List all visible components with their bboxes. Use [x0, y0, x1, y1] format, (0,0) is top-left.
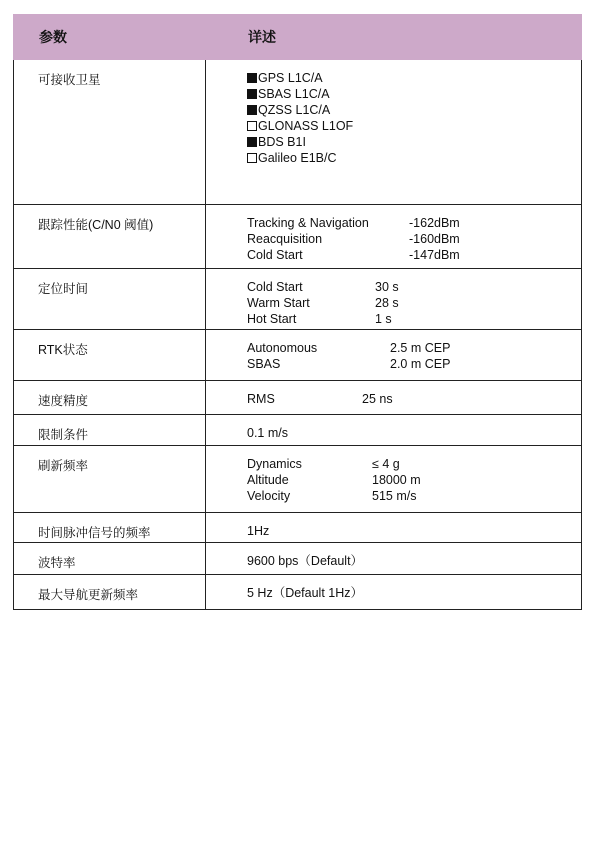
detail-label: Tracking & Navigation: [247, 216, 369, 230]
param-cell: 波特率: [14, 543, 206, 575]
header-param: 参数: [14, 15, 206, 60]
detail-line: [247, 295, 581, 311]
table-row: [14, 513, 582, 543]
detail-line: [247, 356, 581, 372]
constellation-item: [247, 118, 581, 134]
detail-value: 2.5 m CEP: [390, 341, 451, 355]
constellation-item: [247, 70, 581, 86]
constellation-item: [247, 134, 581, 150]
param-cell: RTK状态: [14, 330, 206, 381]
detail-value: 30 s: [375, 280, 399, 294]
constellation-item: [247, 86, 581, 102]
detail-line: [247, 425, 581, 441]
detail-value: -162dBm: [409, 216, 460, 230]
detail-label: Autonomous: [247, 341, 318, 355]
detail-value: ≤ 4 g: [372, 457, 400, 471]
checked-square-icon: [247, 89, 257, 99]
param-cell: 最大导航更新频率: [14, 575, 206, 610]
detail-line: [247, 247, 581, 263]
detail-label: Hot Start: [247, 312, 297, 326]
unchecked-square-icon: [247, 153, 257, 163]
spec-table: [13, 14, 582, 610]
detail-line: [247, 472, 581, 488]
detail-line: [247, 456, 581, 472]
detail-cell: [206, 513, 582, 543]
param-cell: 可接收卫星: [14, 60, 206, 205]
detail-value: 2.0 m CEP: [390, 357, 451, 371]
detail-value: 25 ns: [362, 392, 393, 406]
detail-line: [247, 231, 581, 247]
table-row: [14, 60, 582, 205]
detail-label: 5 Hz（Default 1Hz）: [247, 586, 364, 600]
detail-label: Cold Start: [247, 280, 303, 294]
table-row: [14, 543, 582, 575]
detail-cell: [206, 330, 582, 381]
checked-square-icon: [247, 105, 257, 115]
table-header-row: [14, 15, 582, 60]
detail-line: [247, 523, 581, 539]
unchecked-square-icon: [247, 121, 257, 131]
param-cell: 限制条件: [14, 415, 206, 446]
detail-label: Reacquisition: [247, 232, 323, 246]
detail-cell: [206, 446, 582, 513]
table-row: [14, 446, 582, 513]
detail-line: [247, 488, 581, 504]
detail-label: Warm Start: [247, 296, 310, 310]
table-row: [14, 330, 582, 381]
param-cell: 速度精度: [14, 381, 206, 415]
detail-line: [247, 340, 581, 356]
constellation-name: BDS B1I: [258, 135, 306, 149]
detail-line: [247, 311, 581, 327]
detail-value: -160dBm: [409, 232, 460, 246]
constellation-name: SBAS L1C/A: [258, 87, 330, 101]
detail-line: [247, 215, 581, 231]
detail-value: 515 m/s: [372, 489, 417, 503]
param-cell: 刷新频率: [14, 446, 206, 513]
spec-table-body: [14, 60, 582, 610]
constellation-name: GLONASS L1OF: [258, 119, 354, 133]
constellation-name: GPS L1C/A: [258, 71, 323, 85]
detail-line: [247, 585, 581, 601]
detail-cell: [206, 543, 582, 575]
constellation-name: Galileo E1B/C: [258, 151, 337, 165]
detail-cell: [206, 205, 582, 269]
param-cell: 定位时间: [14, 269, 206, 330]
detail-line: [247, 553, 581, 569]
detail-line: [247, 391, 581, 407]
detail-label: 0.1 m/s: [247, 426, 288, 440]
detail-label: 1Hz: [247, 524, 270, 538]
detail-label: RMS: [247, 392, 275, 406]
constellation-item: [247, 150, 581, 166]
detail-cell: [206, 415, 582, 446]
table-row: [14, 575, 582, 610]
table-row: [14, 415, 582, 446]
table-row: [14, 269, 582, 330]
detail-label: Altitude: [247, 473, 289, 487]
param-cell: 跟踪性能(C/N0 阈值): [14, 205, 206, 269]
table-row: [14, 205, 582, 269]
detail-value: 28 s: [375, 296, 399, 310]
detail-value: 1 s: [375, 312, 392, 326]
detail-cell: [206, 269, 582, 330]
detail-label: SBAS: [247, 357, 281, 371]
detail-cell: [206, 575, 582, 610]
checked-square-icon: [247, 73, 257, 83]
constellation-item: [247, 102, 581, 118]
detail-label: Dynamics: [247, 457, 302, 471]
detail-value: 18000 m: [372, 473, 421, 487]
param-cell: 时间脉冲信号的频率: [14, 513, 206, 543]
detail-label: 9600 bps（Default）: [247, 554, 364, 568]
detail-cell: [206, 60, 582, 205]
detail-label: Velocity: [247, 489, 291, 503]
constellation-name: QZSS L1C/A: [258, 103, 331, 117]
detail-cell: [206, 381, 582, 415]
detail-value: -147dBm: [409, 248, 460, 262]
detail-line: [247, 279, 581, 295]
checked-square-icon: [247, 137, 257, 147]
detail-label: Cold Start: [247, 248, 303, 262]
table-row: [14, 381, 582, 415]
header-detail: 详述: [206, 15, 582, 60]
